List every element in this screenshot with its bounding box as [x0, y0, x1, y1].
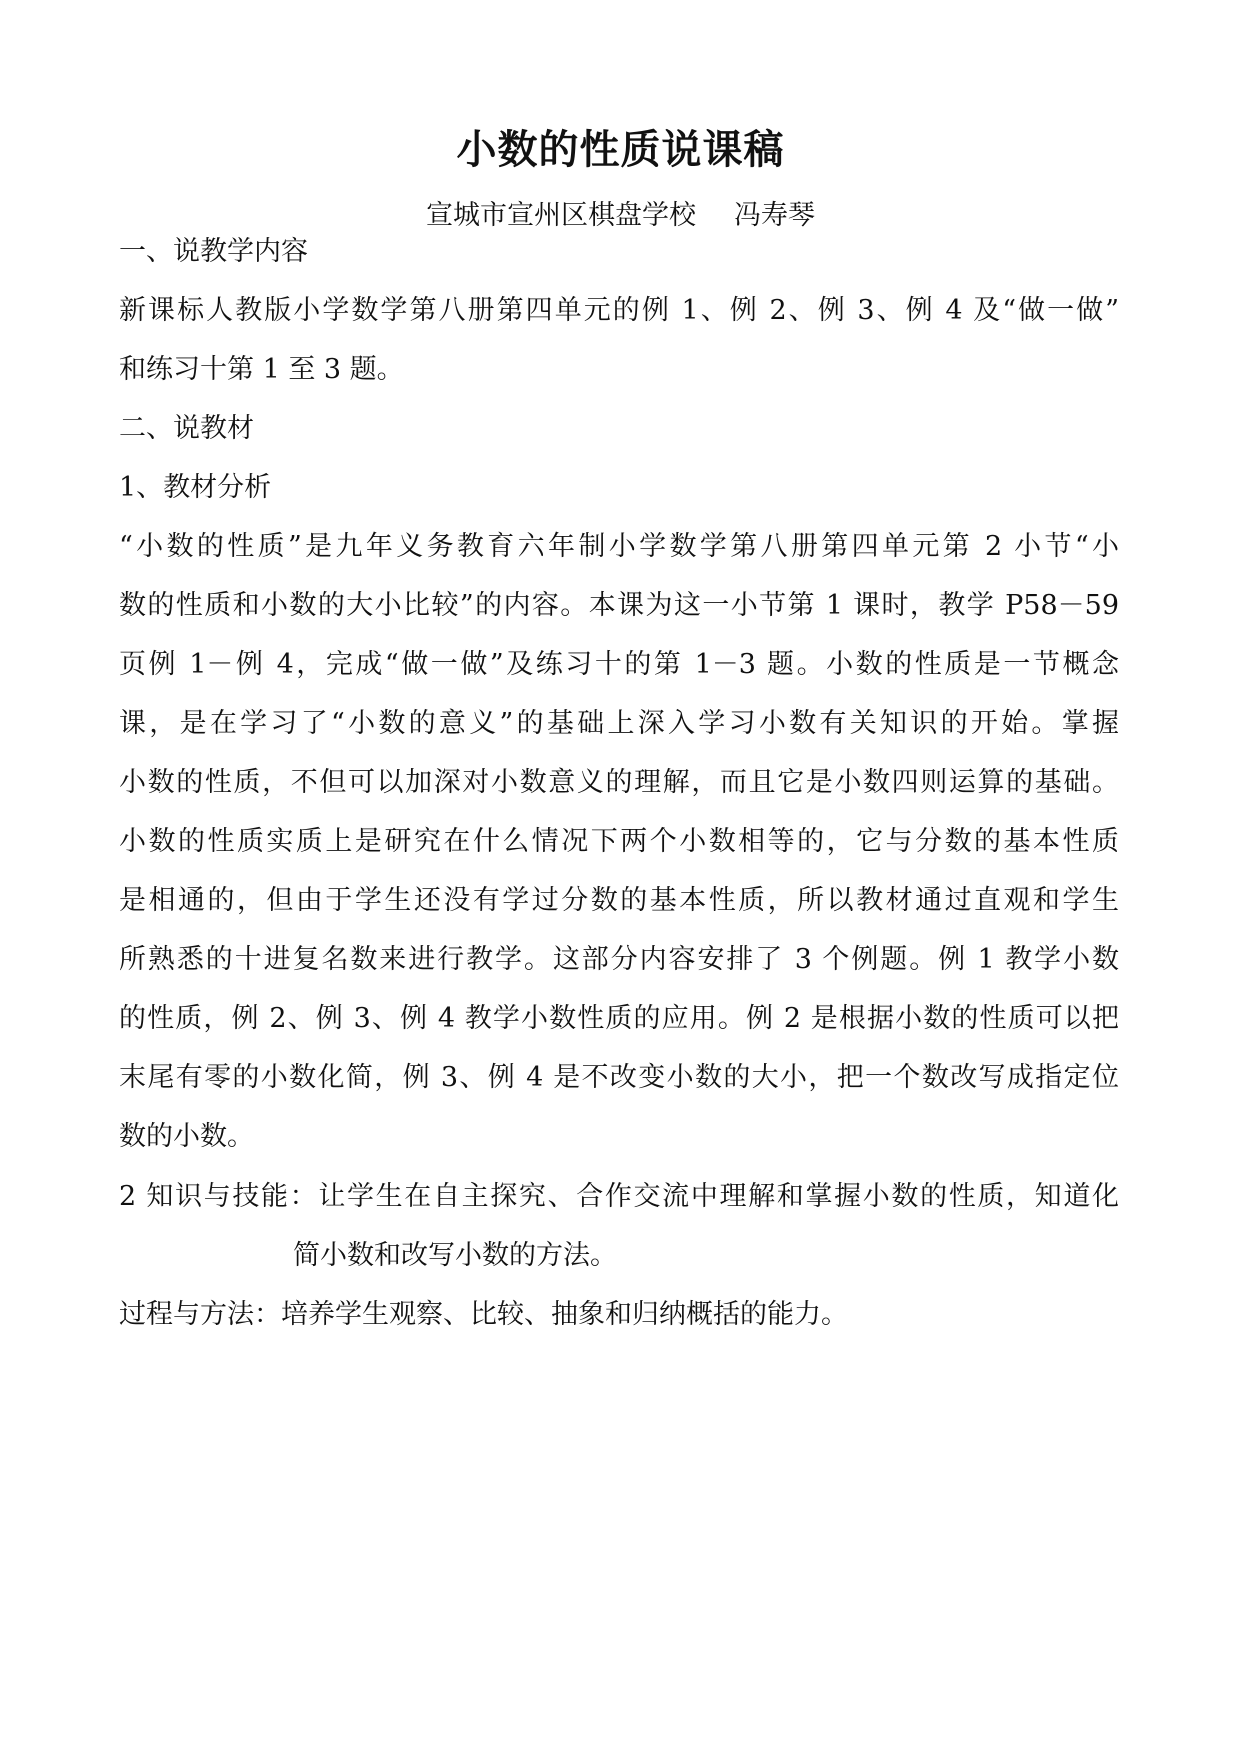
paragraph-line: 末尾有零的小数化简，例 3、例 4 是不改变小数的大小，把一个数改写成指定位 [119, 1062, 1119, 1093]
document-byline [0, 196, 1241, 236]
paragraph-line: 小数的性质，不但可以加深对小数意义的理解，而且它是小数四则运算的基础。 [119, 767, 1119, 798]
school-name: 宣城市宣州区棋盘学校 [426, 200, 696, 231]
paragraph-line: 是相通的，但由于学生还没有学过分数的基本性质，所以教材通过直观和学生 [119, 885, 1119, 916]
section-heading-textbook: 二、说教材 [119, 413, 254, 444]
paragraph-line: 所熟悉的十进复名数来进行教学。这部分内容安排了 3 个例题。例 1 教学小数 [119, 944, 1119, 975]
paragraph-line: 小数的性质实质上是研究在什么情况下两个小数相等的，它与分数的基本性质 [119, 826, 1119, 857]
objective-knowledge-line: 2 知识与技能：让学生在自主探究、合作交流中理解和掌握小数的性质，知道化 [119, 1181, 1119, 1212]
objective-process-line: 过程与方法：培养学生观察、比较、抽象和归纳概括的能力。 [119, 1299, 848, 1330]
paragraph-line: 课，是在学习了“小数的意义”的基础上深入学习小数有关知识的开始。掌握 [119, 708, 1119, 739]
paragraph-line: 页例 1－例 4，完成“做一做”及练习十的第 1－3 题。小数的性质是一节概念 [119, 649, 1119, 680]
section-heading-teaching-content: 一、说教学内容 [119, 236, 308, 267]
paragraph-line: 和练习十第 1 至 3 题。 [119, 354, 404, 385]
paragraph-line: 的性质，例 2、例 3、例 4 教学小数性质的应用。例 2 是根据小数的性质可以把 [119, 1003, 1119, 1034]
objective-knowledge-continuation: 简小数和改写小数的方法。 [293, 1240, 617, 1271]
paragraph-line: 数的小数。 [119, 1121, 254, 1152]
paragraph-line: 数的性质和小数的大小比较”的内容。本课为这一小节第 1 课时，教学 P58－59 [119, 590, 1119, 621]
document-title: 小数的性质说课稿 [456, 126, 785, 173]
subsection-heading-textbook-analysis: 1、教材分析 [119, 472, 272, 503]
paragraph-line: “小数的性质”是九年义务教育六年制小学数学第八册第四单元第 2 小节“小 [119, 531, 1119, 562]
author-name: 冯寿琴 [734, 200, 815, 231]
paragraph-line: 新课标人教版小学数学第八册第四单元的例 1、例 2、例 3、例 4 及“做一做” [119, 295, 1119, 326]
